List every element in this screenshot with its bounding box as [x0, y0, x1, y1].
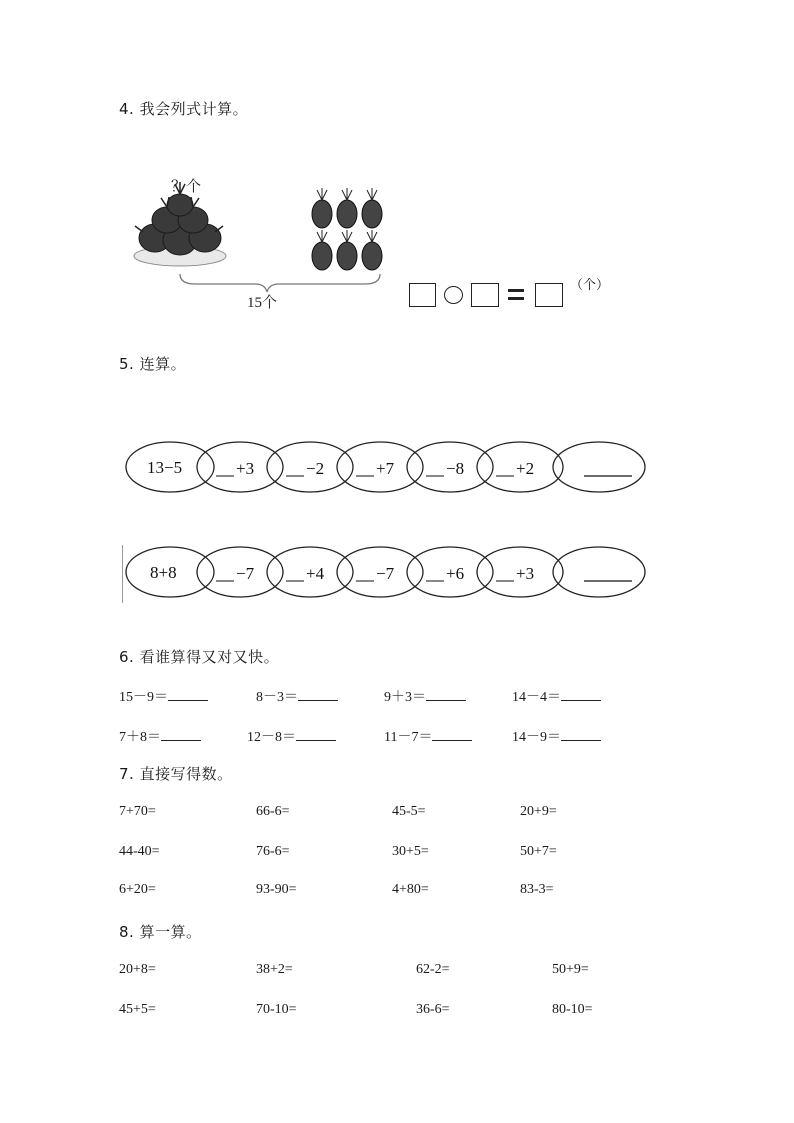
- answer-blank[interactable]: [426, 687, 466, 701]
- chain-op: −7: [236, 564, 255, 583]
- q7-expr: 44-40=: [119, 844, 160, 859]
- equals-sign: [508, 289, 524, 292]
- q6-expr: 8－3＝: [256, 686, 338, 706]
- answer-blank[interactable]: [298, 687, 338, 701]
- chain-op: −2: [306, 459, 325, 478]
- q6-expr: 14－4＝: [512, 686, 601, 706]
- q7-expr: 4+80=: [392, 882, 429, 897]
- q8-expr: 36-6=: [416, 1002, 450, 1017]
- answer-blank[interactable]: [561, 687, 601, 701]
- q8-expr: 80-10=: [552, 1002, 593, 1017]
- answer-box-2[interactable]: [471, 283, 499, 307]
- chain-op: +2: [516, 459, 535, 478]
- pineapple-pile-icon: [139, 194, 221, 255]
- answer-box-3[interactable]: [535, 283, 563, 307]
- chain-2: [120, 543, 660, 603]
- q8-heading: 8. 算一算。: [119, 923, 202, 941]
- total-brace: [180, 274, 380, 292]
- chain-start: 8+8: [150, 563, 177, 582]
- q7-expr: 45-5=: [392, 804, 426, 819]
- q7-expr: 83-3=: [520, 882, 554, 897]
- operator-circle[interactable]: [444, 286, 463, 304]
- q6-expr: 12－8＝: [247, 726, 336, 746]
- pineapple-figure: [125, 170, 405, 315]
- pineapple-icon: [337, 230, 357, 270]
- q6-expr: 7＋8＝: [119, 726, 201, 746]
- chain-op: +7: [376, 459, 395, 478]
- chain-op: +4: [306, 564, 325, 583]
- total-count-label: 15个: [247, 295, 278, 311]
- q7-expr: 20+9=: [520, 804, 557, 819]
- q7-expr: 50+7=: [520, 844, 557, 859]
- chain-op: +3: [516, 564, 535, 583]
- pineapple-icon: [337, 188, 357, 228]
- q7-expr: 6+20=: [119, 882, 156, 897]
- q6-heading: 6. 看谁算得又对又快。: [119, 648, 280, 666]
- q8-expr: 20+8=: [119, 962, 156, 977]
- q7-expr: 66-6=: [256, 804, 290, 819]
- q7-expr: 30+5=: [392, 844, 429, 859]
- answer-blank[interactable]: [161, 727, 201, 741]
- q6-expr: 15－9＝: [119, 686, 208, 706]
- q8-expr: 70-10=: [256, 1002, 297, 1017]
- q7-expr: 7+70=: [119, 804, 156, 819]
- q8-expr: 38+2=: [256, 962, 293, 977]
- chain-op: +3: [236, 459, 255, 478]
- q7-expr: 93-90=: [256, 882, 297, 897]
- chain-op: +6: [446, 564, 465, 583]
- q5-heading: 5. 连算。: [119, 355, 187, 373]
- pineapple-icon: [362, 230, 382, 270]
- chain-op: −7: [376, 564, 395, 583]
- pineapple-icon: [362, 188, 382, 228]
- chain-oval: [553, 547, 645, 597]
- answer-blank[interactable]: [168, 687, 208, 701]
- chain-oval: [553, 442, 645, 492]
- answer-blank[interactable]: [561, 727, 601, 741]
- q8-expr: 45+5=: [119, 1002, 156, 1017]
- pineapple-icon: [312, 230, 332, 270]
- q6-expr: 9＋3＝: [384, 686, 466, 706]
- q7-expr: 76-6=: [256, 844, 290, 859]
- equals-sign: [508, 297, 524, 300]
- unknown-count-label: ？个: [171, 179, 202, 195]
- q6-expr: 11－7＝: [384, 726, 472, 746]
- q8-expr: 50+9=: [552, 962, 589, 977]
- q7-heading: 7. 直接写得数。: [119, 765, 233, 783]
- answer-box-1[interactable]: [409, 283, 436, 307]
- unit-label: （个）: [570, 277, 610, 292]
- pineapple-grid: [312, 188, 382, 270]
- q6-expr: 14－9＝: [512, 726, 601, 746]
- chain-op: −8: [446, 459, 465, 478]
- chain-1: [120, 438, 660, 498]
- chain-start: 13−5: [147, 458, 183, 477]
- answer-blank[interactable]: [432, 727, 472, 741]
- pineapple-icon: [312, 188, 332, 228]
- q8-expr: 62-2=: [416, 962, 450, 977]
- answer-blank[interactable]: [296, 727, 336, 741]
- q4-heading: 4. 我会列式计算。: [119, 100, 249, 118]
